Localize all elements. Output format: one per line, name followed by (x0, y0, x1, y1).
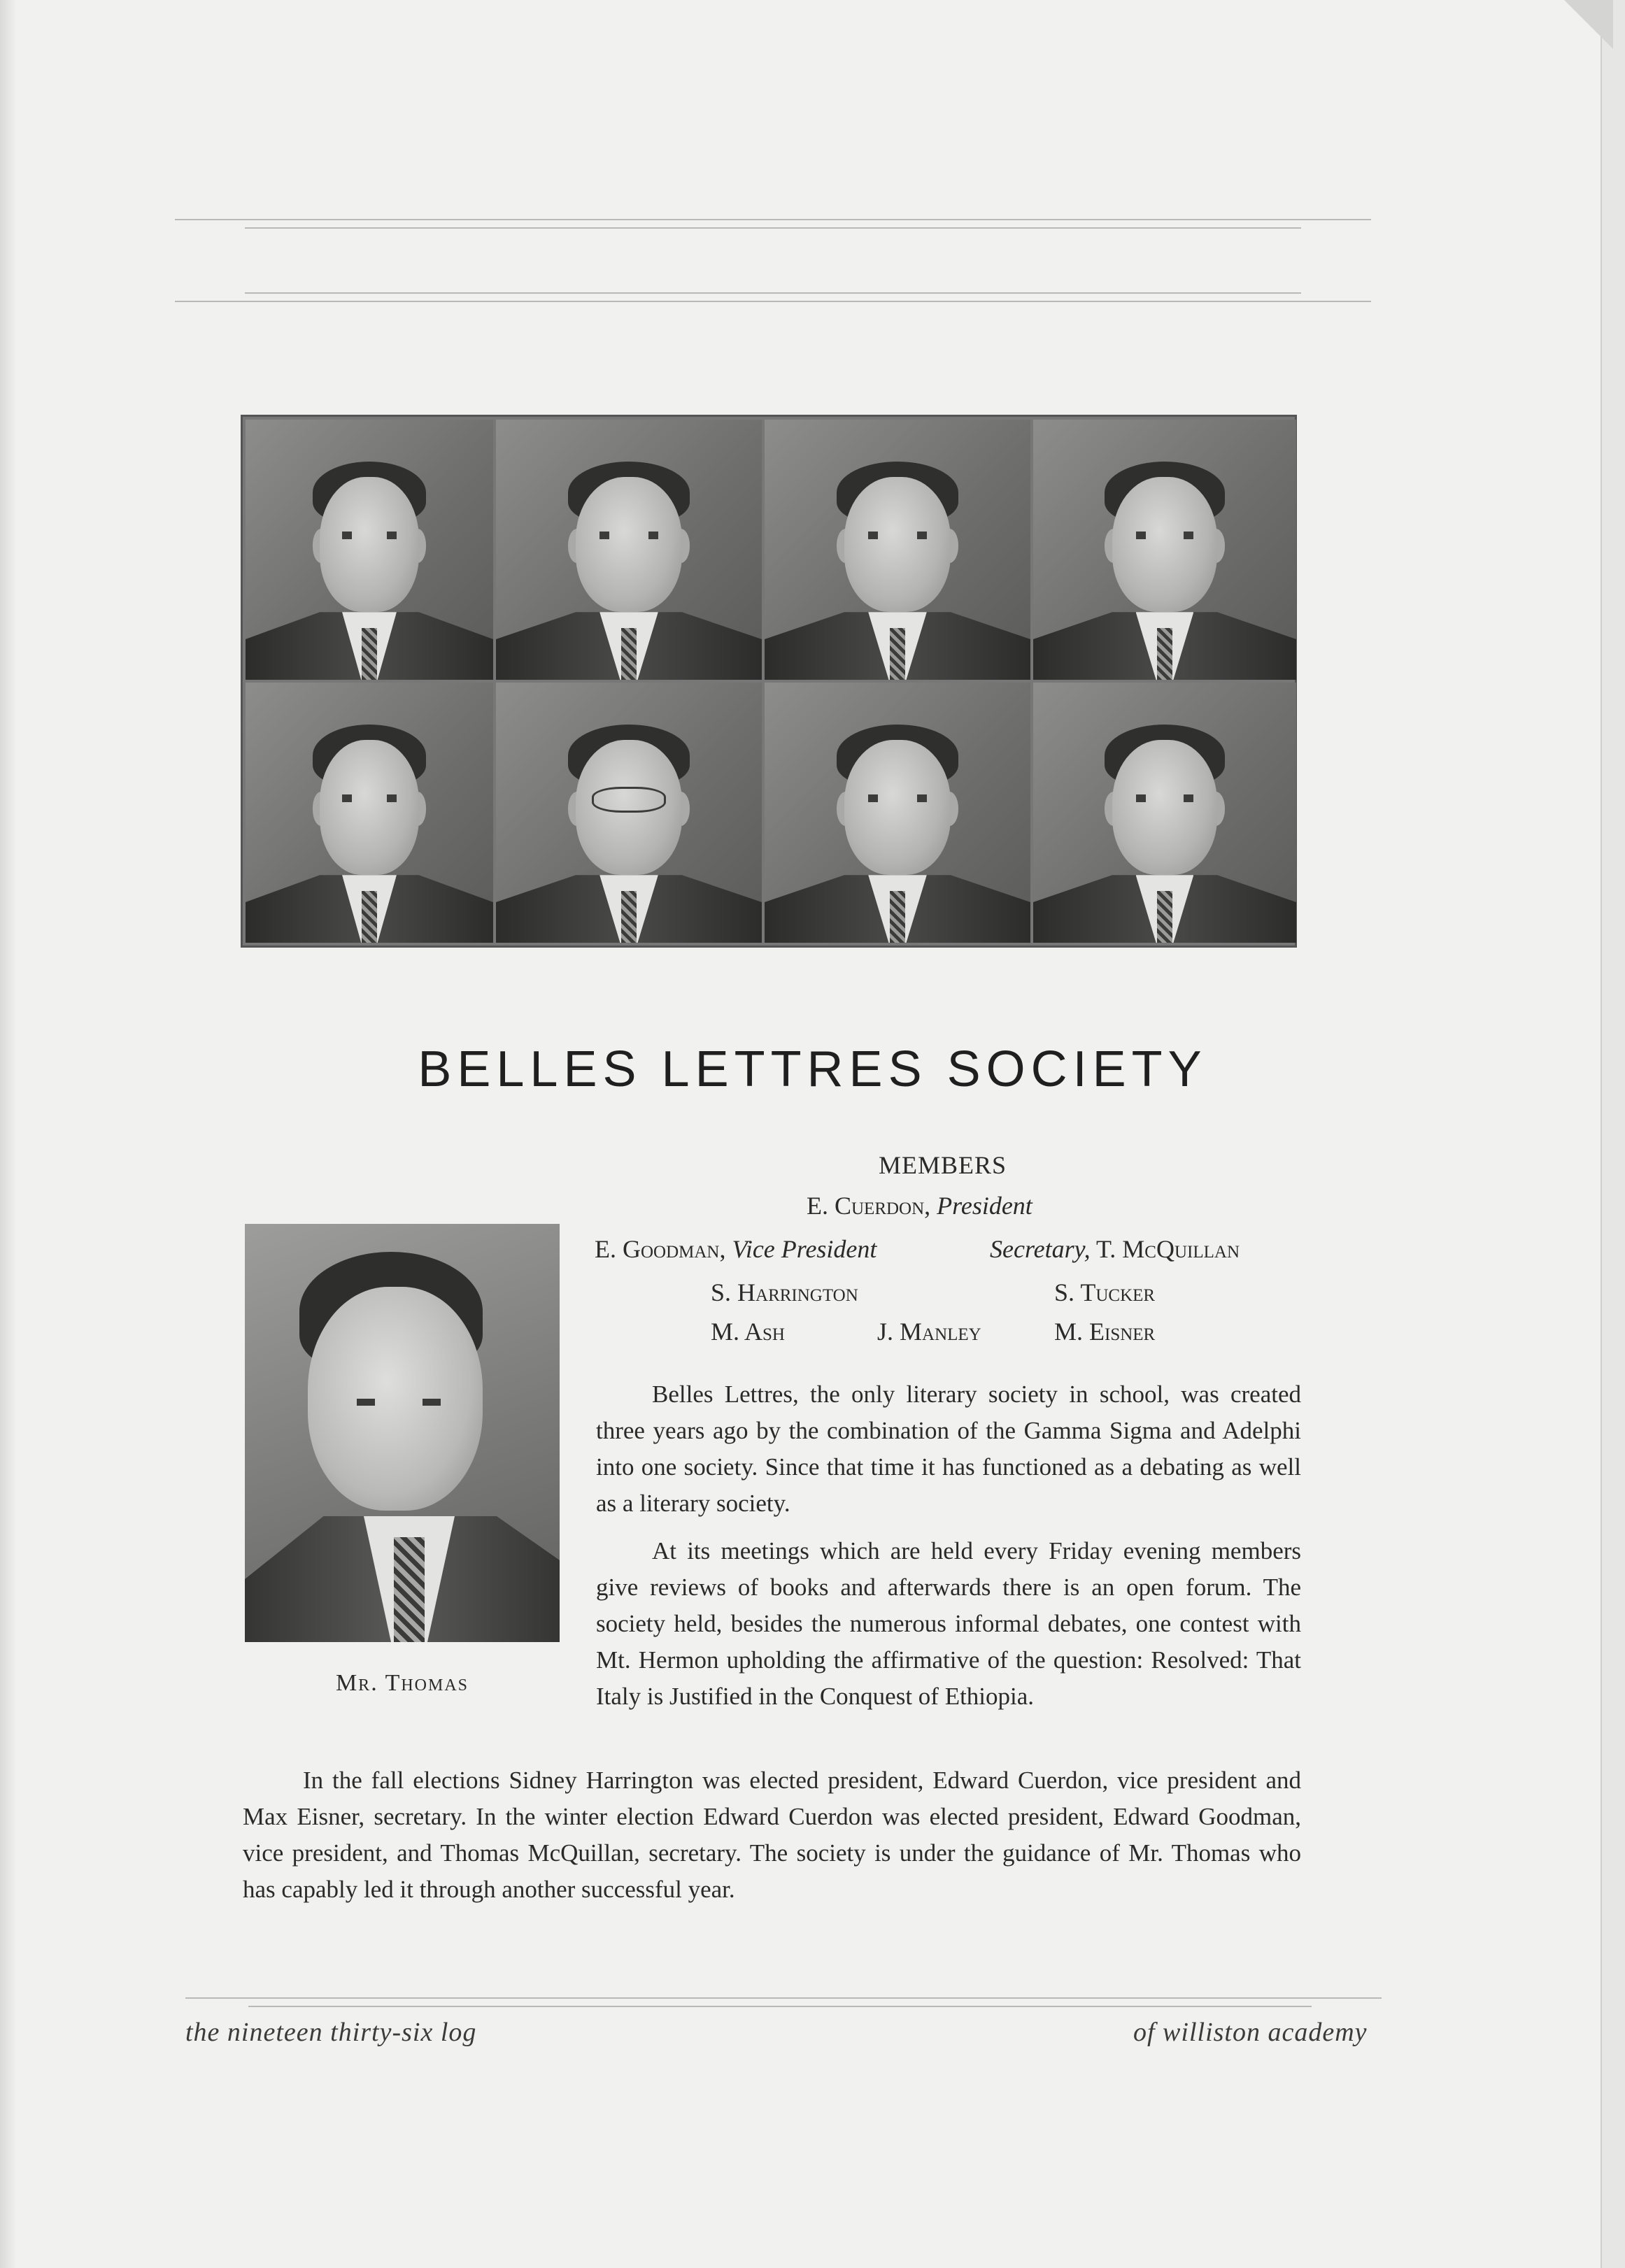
members-vice-president-line (595, 1234, 877, 1264)
footer-rule-1 (185, 1997, 1382, 1999)
member-name: J. Manley (877, 1318, 981, 1346)
member-portrait (765, 683, 1030, 943)
member-portrait (246, 420, 493, 680)
member-name: M. Ash (711, 1318, 785, 1346)
advisor-caption: Mr. Thomas (335, 1670, 469, 1696)
body-paragraph: Belles Lettres, the only literary society in school, was created three years ago by the combination of the Gamma Sigma and Adelphi into one society. Since that time it has functioned as a debating as well as a literary society. (596, 1381, 1301, 1517)
secretary-name: T. McQuillan (1090, 1235, 1240, 1263)
advisor-portrait (245, 1224, 560, 1642)
header-rule-3 (245, 292, 1301, 294)
member-name: M. Eisner (1054, 1318, 1156, 1346)
member-portrait (496, 683, 762, 943)
member-portrait (246, 683, 493, 943)
member-portrait (1033, 683, 1296, 943)
member-name: S. Tucker (1054, 1278, 1156, 1306)
member-portrait (765, 420, 1030, 680)
member-name: S. Harrington (711, 1278, 858, 1306)
footer-right-text: of williston academy (1133, 2018, 1368, 2047)
member-portrait (496, 420, 762, 680)
header-rule-1 (175, 219, 1371, 220)
page-title: BELLES LETTRES SOCIETY (418, 1041, 1207, 1097)
vice-president-role: Vice President (732, 1235, 877, 1263)
page-right-edge (1601, 0, 1625, 2268)
footer-rule-2 (248, 2006, 1312, 2007)
body-paragraph: In the fall elections Sidney Harrington was elected president, Edward Cuerdon, vice president and Max Eisner, secretary. In the winter election Edward Cuerdon was elected president, Edward Goodman, vice president, and Thomas McQuillan, secretary. The society is under the guidance of Mr. Thomas who has capably led it through another successful year. (243, 1767, 1301, 1903)
body-paragraph: At its meetings which are held every Friday evening members give reviews of books and afterwards there is an open forum. The society held, besides the numerous informal debates, one contest with Mt. Hermon upholding the affirmative of the question: Resolved: That Italy is Justified in the Conquest of Ethiopia. (596, 1537, 1301, 1710)
page-binding-edge (0, 0, 15, 2268)
members-president-line (807, 1191, 1033, 1220)
members-heading: MEMBERS (879, 1151, 1007, 1179)
page-corner-fold (1564, 0, 1613, 49)
member-portrait-grid (241, 415, 1297, 948)
president-name: E. Cuerdon, (807, 1192, 937, 1220)
member-portrait (1033, 420, 1296, 680)
header-rule-2 (245, 227, 1301, 229)
president-role: President (937, 1192, 1033, 1220)
vice-president-name: E. Goodman, (595, 1235, 732, 1263)
members-secretary-line (990, 1234, 1240, 1264)
secretary-role: Secretary, (990, 1235, 1091, 1263)
header-rule-4 (175, 301, 1371, 302)
footer-left-text: the nineteen thirty-six log (185, 2018, 477, 2047)
